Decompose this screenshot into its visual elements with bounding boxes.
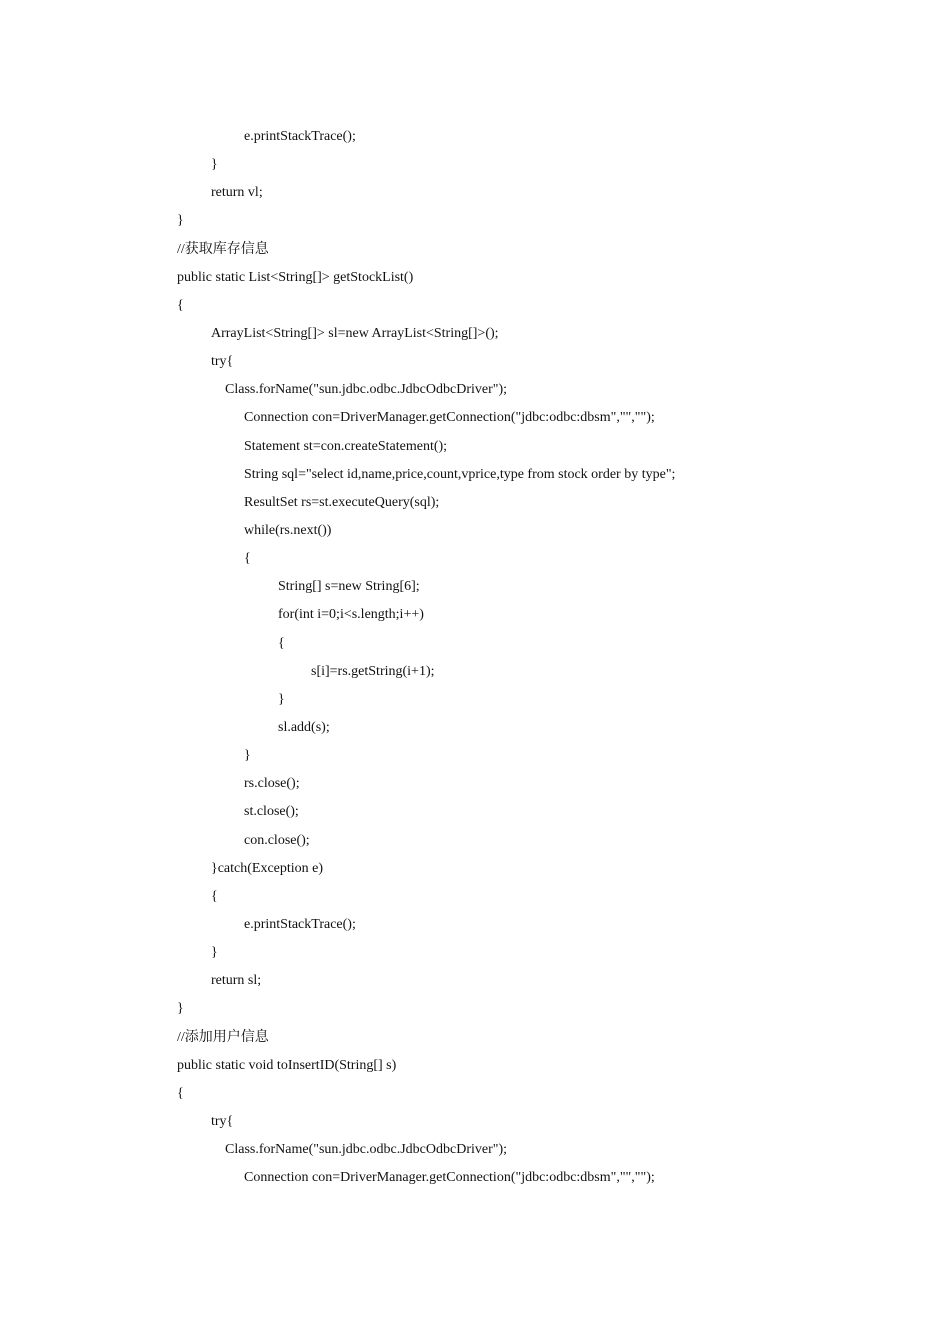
code-line: try{ [211,1113,234,1129]
code-line: } [177,213,184,229]
code-line: } [211,157,218,173]
code-line: Connection con=DriverManager.getConnection("jdbc:odbc:dbsm","",""); [244,1170,655,1186]
code-line: { [211,888,218,904]
code-line: return sl; [211,973,262,989]
code-line: e.printStackTrace(); [244,129,356,144]
code-line: for(int i=0;i<s.length;i++) [278,607,424,623]
code-line: Class.forName("sun.jdbc.odbc.JdbcOdbcDriver"); [225,382,508,398]
code-line: ResultSet rs=st.executeQuery(sql); [244,494,440,510]
code-line: public static void toInsertID(String[] s) [177,1057,397,1073]
code-line: } [278,691,285,707]
code-line: String sql="select id,name,price,count,vprice,type from stock order by type"; [244,466,676,482]
code-line: { [177,1085,184,1101]
code-line: { [244,551,251,567]
code-listing [177,123,877,1192]
code-line: }catch(Exception e) [211,860,324,876]
code-line: while(rs.next()) [244,522,332,538]
code-line: Statement st=con.createStatement(); [244,438,448,454]
code-line: con.close(); [244,832,310,848]
code-line: } [177,1001,184,1017]
code-line: { [278,635,285,651]
code-line: st.close(); [244,804,299,820]
code-line: try{ [211,354,234,370]
code-line: } [244,748,251,764]
code-line: ArrayList<String[]> sl=new ArrayList<String[]>(); [211,325,499,341]
code-line: } [211,945,218,961]
code-line: sl.add(s); [278,719,330,735]
code-line: Class.forName("sun.jdbc.odbc.JdbcOdbcDriver"); [225,1142,508,1158]
code-comment: //添加用户信息 [177,1029,269,1045]
code-line: s[i]=rs.getString(i+1); [311,663,435,679]
code-line: Connection con=DriverManager.getConnection("jdbc:odbc:dbsm","",""); [244,410,655,426]
code-line: String[] s=new String[6]; [278,579,420,595]
code-line: public static List<String[]> getStockList() [177,269,414,285]
code-line: return vl; [211,185,263,201]
code-line: e.printStackTrace(); [244,916,356,932]
code-line: rs.close(); [244,776,300,792]
code-comment: //获取库存信息 [177,241,269,257]
code-line: { [177,297,184,313]
